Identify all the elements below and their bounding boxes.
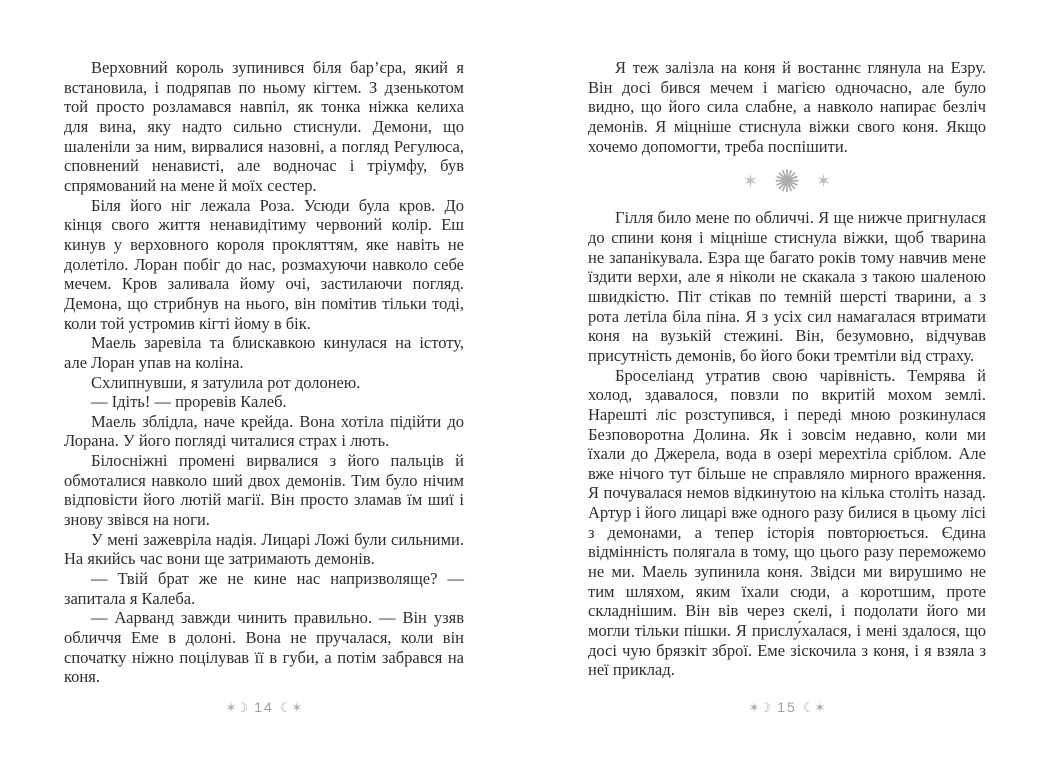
left-page-text-column [64,58,464,687]
right-page-footer [588,699,986,716]
star-moon-icon: ✶☽ [225,700,249,715]
sparkle-icon: ✶ [815,171,832,192]
paragraph: Гілля било мене по обличчі. Я ще нижче пригнулася до спини коня і міцніше стиснула віжки, щоб тварина не запанікувала. Езра ще багато років тому навчив мене їздити верхи, але я ніколи не скакала з такою шаленою швидкістю. Піт стікав по темній шерсті тварини, а з рота летіла біла піна. Я з усіх сил намагалася втримати коня на вузькій стежині. Він, безумовно, відчував присутність демонів, бо його боки тремтіли від страху. [588,208,986,365]
paragraph: Маель заревіла та блискавкою кинулася на істоту, але Лоран упав на коліна. [64,333,464,372]
paragraph: Маель зблідла, наче крейда. Вона хотіла підійти до Лорана. У його погляді читалися страх і лють. [64,411,464,451]
moon-star-icon: ☾✶ [279,700,303,715]
left-page-footer [64,699,464,716]
paragraph: У мені зажевріла надія. Лицарі Ложі були сильними. На якийсь час вони ще затримають демонів. [64,529,464,569]
right-page-text-column [588,58,986,680]
paragraph: — Ідіть! — проревів Калеб. [91,392,287,412]
paragraph: Я теж залізла на коня й востаннє глянула на Езру. Він досі бився мечем і магією одночасно, але було видно, що його сила слабне, а навколо напирає безліч демонів. Я міцніше стиснула віжки свого коня. Якщо хочемо допомогти, треба поспішити. [588,58,986,156]
paragraph: — Твій брат же не кине нас напризволяще? — запитала я Калеба. [64,569,464,608]
page-number: 14 [254,699,274,715]
star-moon-icon: ✶☽ [748,700,772,715]
sparkle-burst-icon: ✺ [774,164,800,200]
paragraph: Біля його ніг лежала Роза. Усюди була кров. До кінця свого життя ненавидітиму червоний колір. Еш кинув у верховного короля прокляттям, яке навіть не долетіло. Лоран побіг до нас, розмахуючи навколо себе мечем. Кров заливала йому очі, застилаючи погляд. Демона, що стрибнув на нього, він помітив тільки тоді, коли той устромив кігті йому в бік. [64,195,464,333]
paragraph: Схлипнувши, я затулила рот долонею. [91,372,361,392]
paragraph: Броселіанд утратив свою чарівність. Темрява й холод, здавалося, повзли по вкритій мохом землі. Нарешті ліс розступився, і переді мною розкинулася Безповоротна Долина. Як і зовсім недавно, коли ми їхали до Джерела, вода в озері мерехтіла сріблом. Але вже нічого тут більше не справляло мирного враження. Я почувалася немов відкинутою на кілька століть назад. Артур і його лицарі вже одного разу билися в цьому лісі з демонами, а тепер історія повторюється. Єдина відмінність полягала в тому, що цього разу переможемо не ми. Маель зупинила коня. Звідси ми вирушимо не тим шляхом, яким їхали сюди, а коротшим, проте складнішим. Він вів через скелі, і подолати його ми могли тільки пішки. Я прислу́халася, і мені здалося, що досі чую брязкіт зброї. Еме зіскочила з коня, і я взяла з неї приклад. [588,365,986,680]
paragraph: — Аарванд завжди чинить правильно. — Він узяв обличчя Еме в долоні. Вона не пручалася, коли він спочатку ніжно поцілував її в губи, а потім забрався на коня. [64,608,464,687]
moon-star-icon: ☾✶ [802,700,826,715]
paragraph: Верховний король зупинився біля бар’єра, який я встановила, і подряпав по ньому кігтем. З дзенькотом той просто розламався навпіл, як тонка ніжка келиха для вина, яку надто сильно стиснули. Демони, що шаленіли за ним, вирвалися назовні, а погляд Регулюса, сповнений ненависті, але водночас і тріумфу, був спрямований на мене й моїх сестер. [64,58,464,195]
sparkle-icon: ✶ [742,171,758,192]
sparkle-section-divider [588,156,986,208]
paragraph: Білосніжні промені вирвалися з його пальців й обмоталися навколо ший двох демонів. Тим було нічим відповісти його лютій магії. Він просто зламав їм шиї і знову звівся на ноги. [64,451,464,530]
page-number: 15 [777,699,797,715]
